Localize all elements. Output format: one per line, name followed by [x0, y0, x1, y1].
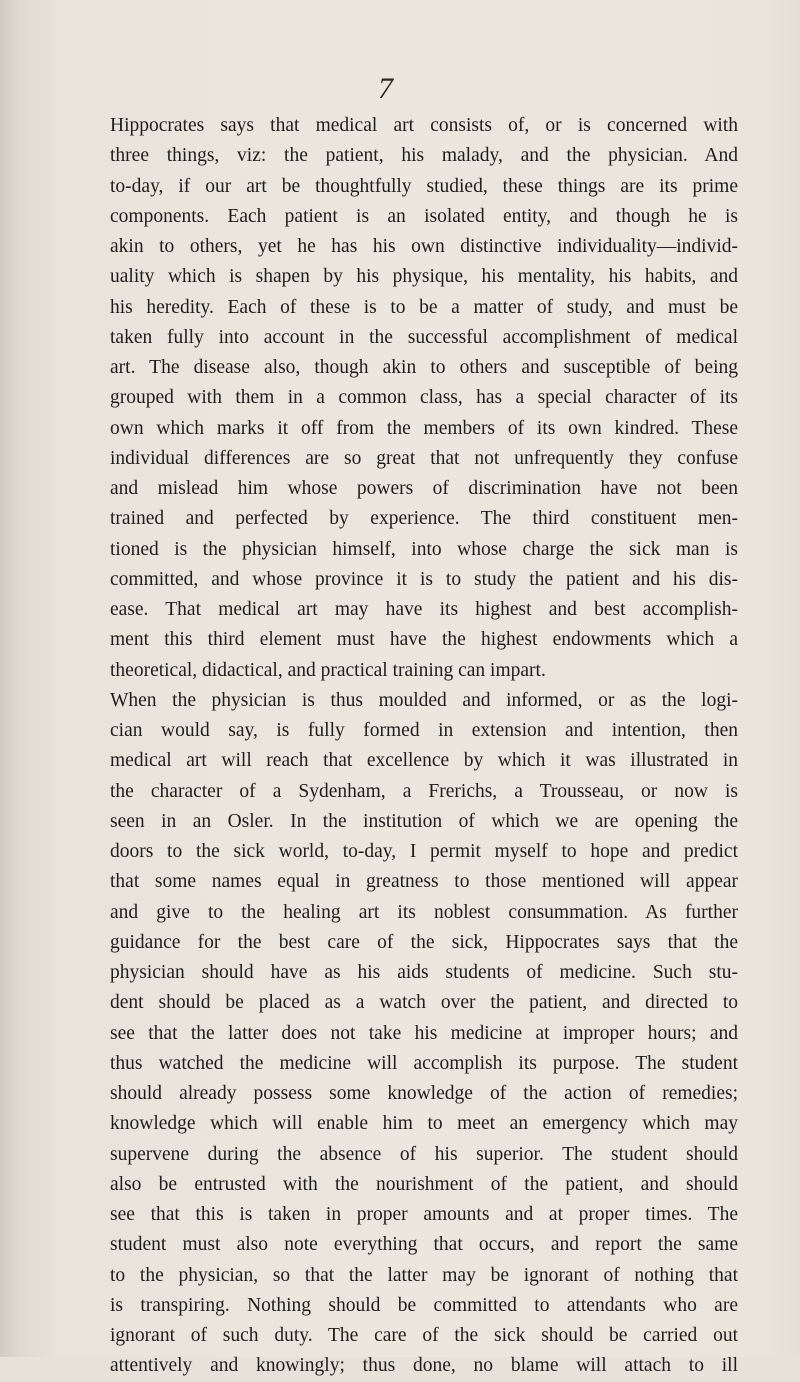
- text-line: to-day, if our art be thoughtfully studied, these things are its prime: [110, 175, 738, 197]
- text-line: individual differences are so great that not unfrequently they confuse: [110, 447, 738, 469]
- text-line: student must also note everything that occurs, and report the same: [110, 1234, 738, 1256]
- text-line: his heredity. Each of these is to be a matter of study, and must be: [110, 296, 738, 318]
- text-line: Hippocrates says that medical art consists of, or is concerned with: [110, 115, 738, 136]
- text-line: cian would say, is fully formed in extension and intention, then: [110, 720, 738, 741]
- text-line: ment this third element must have the highest endowments which a: [110, 629, 738, 651]
- text-line: the character of a Sydenham, a Frerichs, a Trousseau, or now is: [110, 780, 738, 802]
- text-line: see that the latter does not take his medicine at improper hours; and: [110, 1022, 738, 1044]
- text-line: taken fully into account in the successful accomplishment of medical: [110, 326, 738, 348]
- text-line: thus watched the medicine will accomplish its purpose. The student: [110, 1052, 738, 1074]
- text-line: three things, viz: the patient, his malady, and the physician. And: [110, 145, 738, 167]
- text-line: akin to others, yet he has his own distinctive individuality—individ-: [110, 236, 738, 257]
- text-line: components. Each patient is an isolated entity, and though he is: [110, 205, 738, 227]
- text-line: physician should have as his aids students of medicine. Such stu-: [110, 962, 738, 983]
- text-line: and mislead him whose powers of discrimination have not been: [110, 478, 738, 499]
- text-line: is transpiring. Nothing should be committed to attendants who are: [110, 1294, 738, 1316]
- text-line: and give to the healing art its noblest consummation. As further: [110, 901, 738, 923]
- page-number: 7: [378, 72, 393, 105]
- text-line: to the physician, so that the latter may be ignorant of nothing that: [110, 1264, 738, 1286]
- text-line: that some names equal in greatness to those mentioned will appear: [110, 871, 738, 893]
- text-line: grouped with them in a common class, has a special character of its: [110, 387, 738, 409]
- text-line: dent should be placed as a watch over the patient, and directed to: [110, 992, 738, 1014]
- text-line: guidance for the best care of the sick, Hippocrates says that the: [110, 931, 738, 953]
- text-line: art. The disease also, though akin to others and susceptible of being: [110, 357, 738, 378]
- text-line: ignorant of such duty. The care of the sick should be carried out: [110, 1325, 738, 1346]
- text-line: seen in an Osler. In the institution of which we are opening the: [110, 810, 738, 832]
- text-line: own which marks it off from the members of its own kindred. These: [110, 417, 738, 439]
- text-line: theoretical, didactical, and practical training can impart.: [110, 659, 546, 681]
- text-line: also be entrusted with the nourishment of the patient, and should: [110, 1173, 738, 1195]
- text-line: doors to the sick world, to-day, I permit myself to hope and predict: [110, 841, 738, 862]
- text-line: When the physician is thus moulded and informed, or as the logi-: [110, 689, 738, 711]
- body-text: [110, 111, 738, 1382]
- text-line: committed, and whose province it is to study the patient and his dis-: [110, 568, 738, 590]
- text-line: trained and perfected by experience. The third constituent men-: [110, 508, 738, 530]
- text-line: uality which is shapen by his physique, his mentality, his habits, and: [110, 266, 738, 288]
- text-line: attentively and knowingly; thus done, no blame will attach to ill: [110, 1355, 738, 1377]
- text-line: should already possess some knowledge of the action of remedies;: [110, 1083, 738, 1104]
- text-line: ease. That medical art may have its highest and best accomplish-: [110, 599, 738, 620]
- text-line: tioned is the physician himself, into whose charge the sick man is: [110, 538, 738, 560]
- text-line: see that this is taken in proper amounts and at proper times. The: [110, 1204, 738, 1225]
- text-line: supervene during the absence of his superior. The student should: [110, 1143, 738, 1165]
- text-line: medical art will reach that excellence by which it was illustrated in: [110, 750, 738, 772]
- text-line: knowledge which will enable him to meet an emergency which may: [110, 1113, 738, 1135]
